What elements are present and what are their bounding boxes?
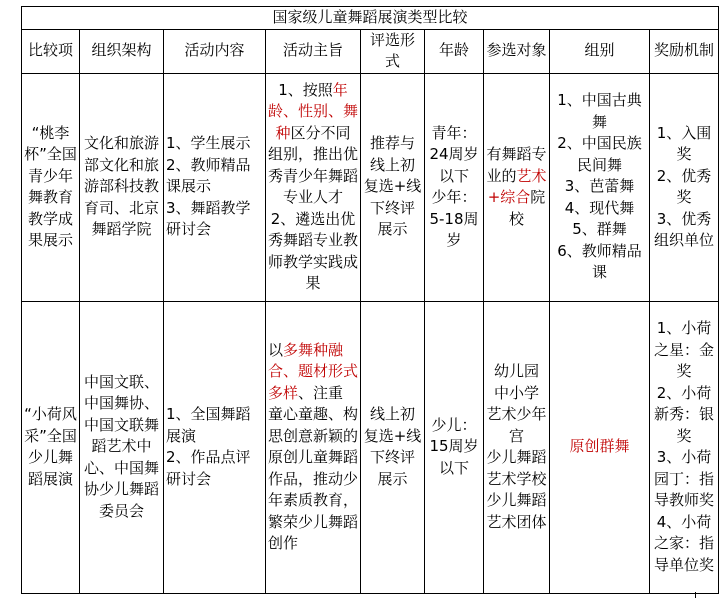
participant-item: 少儿舞蹈艺术学校 [486, 448, 547, 488]
age-item: 少儿：15周岁以下 [429, 415, 479, 477]
award-item: 2、优秀奖 [656, 166, 712, 206]
award-item: 3、小荷园丁：指导教师奖 [654, 448, 715, 509]
award-item: 2、小荷新秀：银奖 [654, 383, 715, 445]
cell-awards [650, 301, 719, 593]
header-awards: 奖励机制 [650, 29, 719, 73]
cell-groups [550, 73, 650, 301]
header-age: 年龄 [425, 29, 484, 73]
award-item: 1、小荷之星：金奖 [654, 319, 715, 380]
award-item: 3、优秀组织单位 [654, 209, 715, 249]
cell-content [164, 301, 266, 593]
group-item: 6、教师精品课 [557, 241, 642, 282]
participants-text: 院校 [508, 188, 546, 228]
purpose-text: 、注重童心童趣、构思创意新颖的原创儿童舞蹈作品，推动少年素质教育，繁荣少儿舞蹈创作 [268, 383, 359, 552]
cell-awards [650, 73, 719, 301]
group-highlight: 原创群舞 [569, 437, 630, 456]
cell-participants [484, 73, 550, 301]
header-compare-item: 比较项 [22, 29, 80, 73]
cell-participants [484, 301, 550, 593]
group-item: 3、芭蕾舞 [564, 177, 635, 196]
purpose-text: 2、遴选出优秀舞蹈专业教师教学实践成果 [268, 209, 359, 292]
content-item: 2、教师精品课展示 [166, 155, 251, 196]
award-item: 1、入围奖 [656, 123, 712, 163]
purpose-highlight: 年龄、性别、舞种 [268, 80, 359, 142]
participant-item: 艺术少年宫 [486, 405, 547, 445]
cell-purpose [266, 301, 361, 593]
content-item: 2、作品点评研讨会 [166, 448, 251, 488]
cell-purpose [266, 73, 361, 301]
table-row-taoli [22, 73, 719, 301]
content-item: 3、舞蹈教学研讨会 [166, 198, 251, 239]
header-content: 活动内容 [164, 29, 266, 73]
participant-item: 幼儿园 [493, 362, 539, 380]
table-title: 国家级儿童舞蹈展演类型比较 [22, 7, 719, 30]
header-participants: 参选对象 [484, 29, 550, 73]
cell-name: “小荷风采”全国少儿舞蹈展演 [22, 301, 80, 593]
header-row [22, 29, 719, 73]
cell-organization: 文化和旅游部文化和旅游部科技教育司、北京舞蹈学院 [80, 73, 164, 301]
purpose-highlight: 多舞种融合、题材形式多样 [268, 340, 359, 402]
participants-text: 有舞蹈专业的 [486, 145, 547, 185]
cell-age [425, 73, 484, 301]
purpose-text: 1、按照 [278, 80, 333, 99]
group-item: 5、群舞 [572, 220, 627, 239]
participant-item: 少儿舞蹈艺术团体 [486, 491, 547, 531]
age-item: 青年：24周岁以下 [429, 123, 479, 185]
purpose-text: 区分不同组别，推出优秀青少年舞蹈专业人才 [268, 123, 359, 206]
header-organization: 组织架构 [80, 29, 164, 73]
group-item: 2、中国民族民间舞 [557, 134, 642, 174]
group-item: 4、现代舞 [564, 198, 635, 217]
content-item: 1、全国舞蹈展演 [166, 405, 251, 445]
comparison-table [21, 6, 719, 594]
group-item: 1、中国古典舞 [557, 91, 642, 131]
header-selection: 评选形式 [361, 29, 425, 73]
cell-groups [550, 301, 650, 593]
cell-content [164, 73, 266, 301]
text-cursor-mark [695, 592, 696, 598]
age-item: 少年：5-18周岁 [429, 188, 479, 249]
header-purpose: 活动主旨 [266, 29, 361, 73]
cell-selection: 推荐与线上初复选+线下终评展示 [361, 73, 425, 301]
participant-item: 中小学 [493, 383, 539, 402]
cell-selection: 线上初复选+线下终评展示 [361, 301, 425, 593]
purpose-text: 以 [268, 340, 284, 359]
award-item: 4、小荷之家：指导单位奖 [654, 512, 715, 574]
table-row-xiaohe [22, 301, 719, 593]
content-item: 1、学生展示 [166, 134, 251, 153]
cell-age [425, 301, 484, 593]
cell-name: “桃李杯”全国青少年舞教育教学成果展示 [22, 73, 80, 301]
header-groups: 组别 [550, 29, 650, 73]
cell-organization: 中国文联、中国舞协、中国文联舞蹈艺术中心、中国舞协少儿舞蹈委员会 [80, 301, 164, 593]
participants-highlight: 艺术+综合 [487, 166, 547, 206]
